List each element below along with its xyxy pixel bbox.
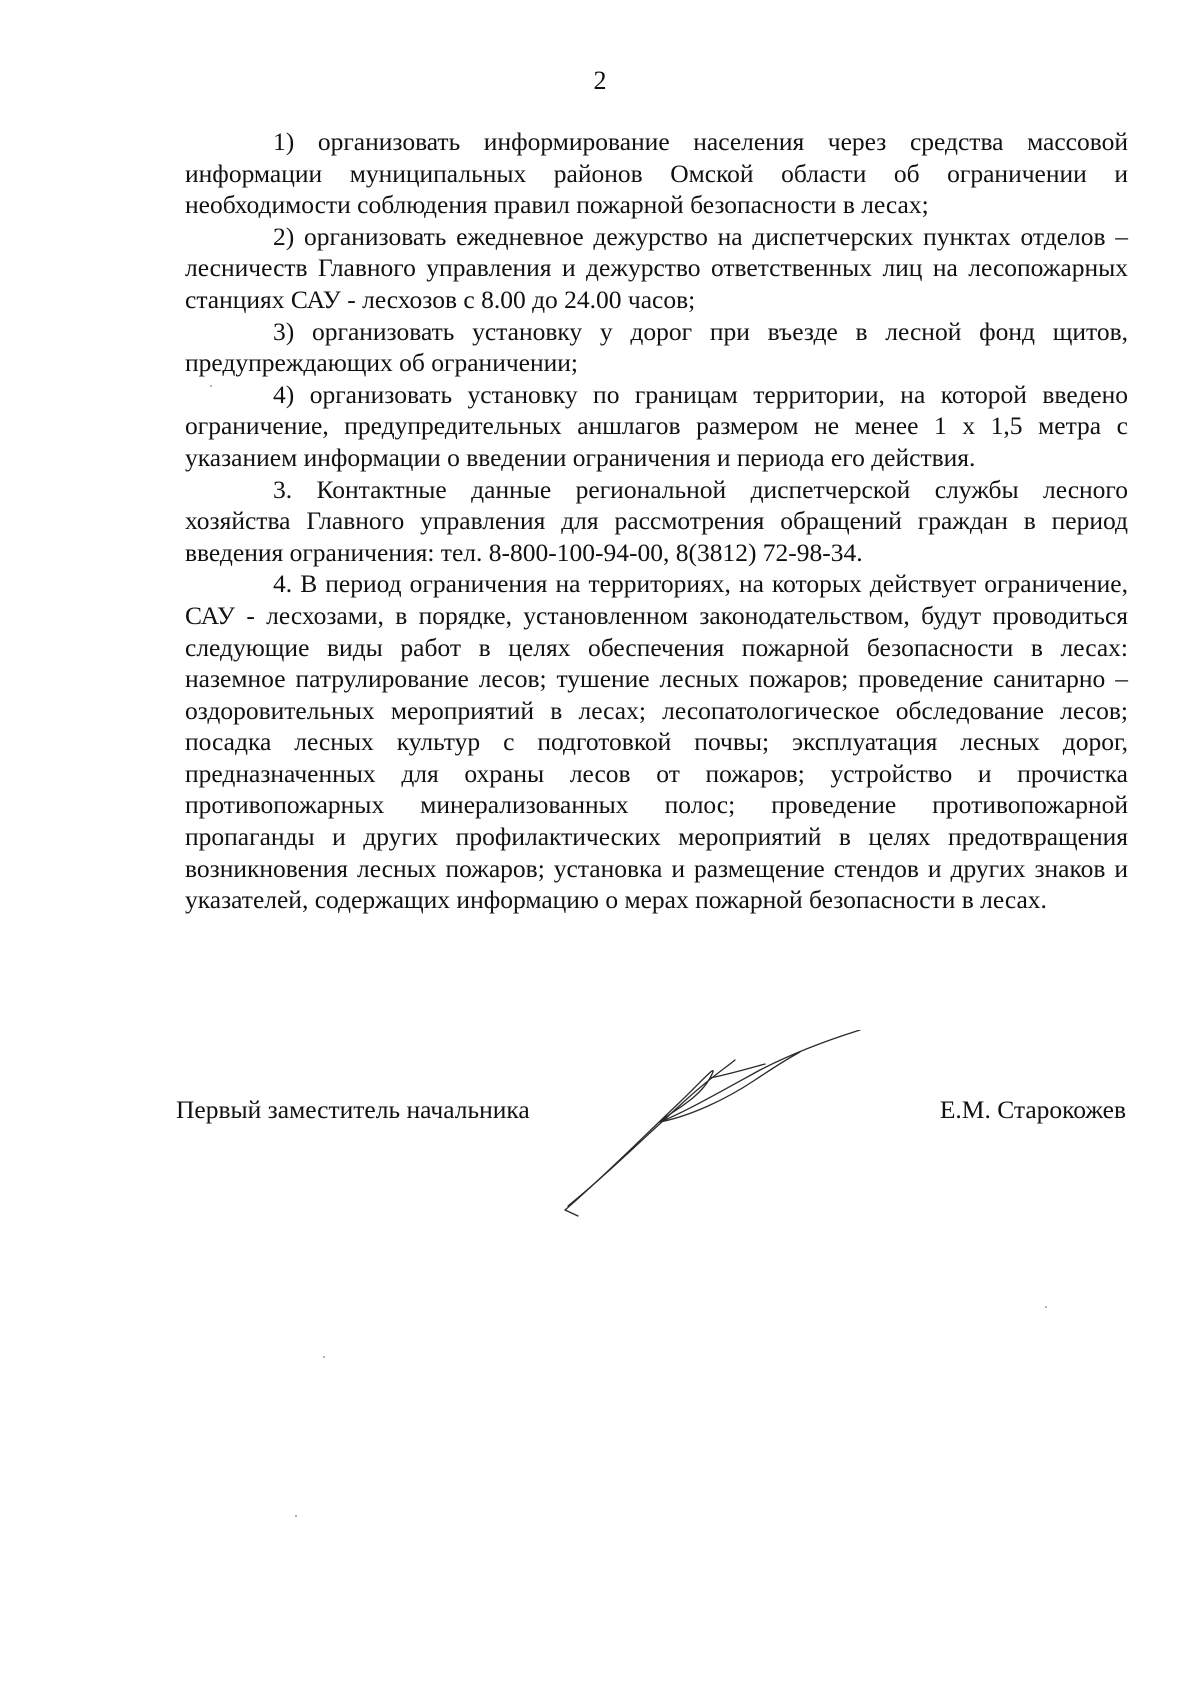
- signatory-name: Е.М. Старокожев: [939, 1095, 1126, 1124]
- scan-speck: [210, 385, 212, 387]
- paragraph-item-4: 4) организовать установку по границам территории, на которой введено ограничение, предупредительных аншлагов размером не менее 1 х 1,5 метра с указанием информации о введении ограничения и периода его действия.: [185, 379, 1128, 472]
- handwritten-signature: [560, 1030, 880, 1220]
- signatory-position: Первый заместитель начальника: [176, 1095, 530, 1124]
- paragraph-item-1: 1) организовать информирование населения через средства массовой информации муниципальных районов Омской области об ограничении и необходимости соблюдения правил пожарной безопасности в лесах;: [185, 127, 1128, 220]
- scan-speck: [323, 1356, 325, 1358]
- paragraph-item-2: 2) организовать ежедневное дежурство на диспетчерских пунктах отделов – лесничеств Главного управления и дежурство ответственных лиц на лесопожарных станциях САУ - лесхозов с 8.00 до 24.00 часов;: [185, 221, 1128, 314]
- document-body: [185, 126, 1128, 916]
- scan-speck: [295, 1515, 297, 1517]
- paragraph-contacts: 3. Контактные данные региональной диспетчерской службы лесного хозяйства Главного управления для рассмотрения обращений граждан в период введения ограничения: тел. 8-800-100-94-00, 8(3812) 72-98-34.: [185, 474, 1128, 567]
- page-number: 2: [593, 66, 607, 95]
- paragraph-item-3: 3) организовать установку у дорог при въезде в лесной фонд щитов, предупреждающих об ограничении;: [185, 316, 1128, 378]
- paragraph-works: 4. В период ограничения на территориях, на которых действует ограничение, САУ - лесхозами, в порядке, установленном законодательством, будут проводиться следующие виды работ в целях обеспечения пожарной безопасности в лесах: наземное патрулирование лесов; тушение лесных пожаров; проведение санитарно – оздоровительных мероприятий в лесах; лесопатологическое обследование лесов; посадка лесных культур с подготовкой почвы; эксплуатация лесных дорог, предназначенных для охраны лесов от пожаров; устройство и прочистка противопожарных минерализованных полос; проведение противопожарной пропаганды и других профилактических мероприятий в целях предотвращения возникновения лесных пожаров; установка и размещение стендов и других знаков и указателей, содержащих информацию о мерах пожарной безопасности в лесах.: [185, 569, 1128, 915]
- scan-speck: [1045, 1306, 1047, 1308]
